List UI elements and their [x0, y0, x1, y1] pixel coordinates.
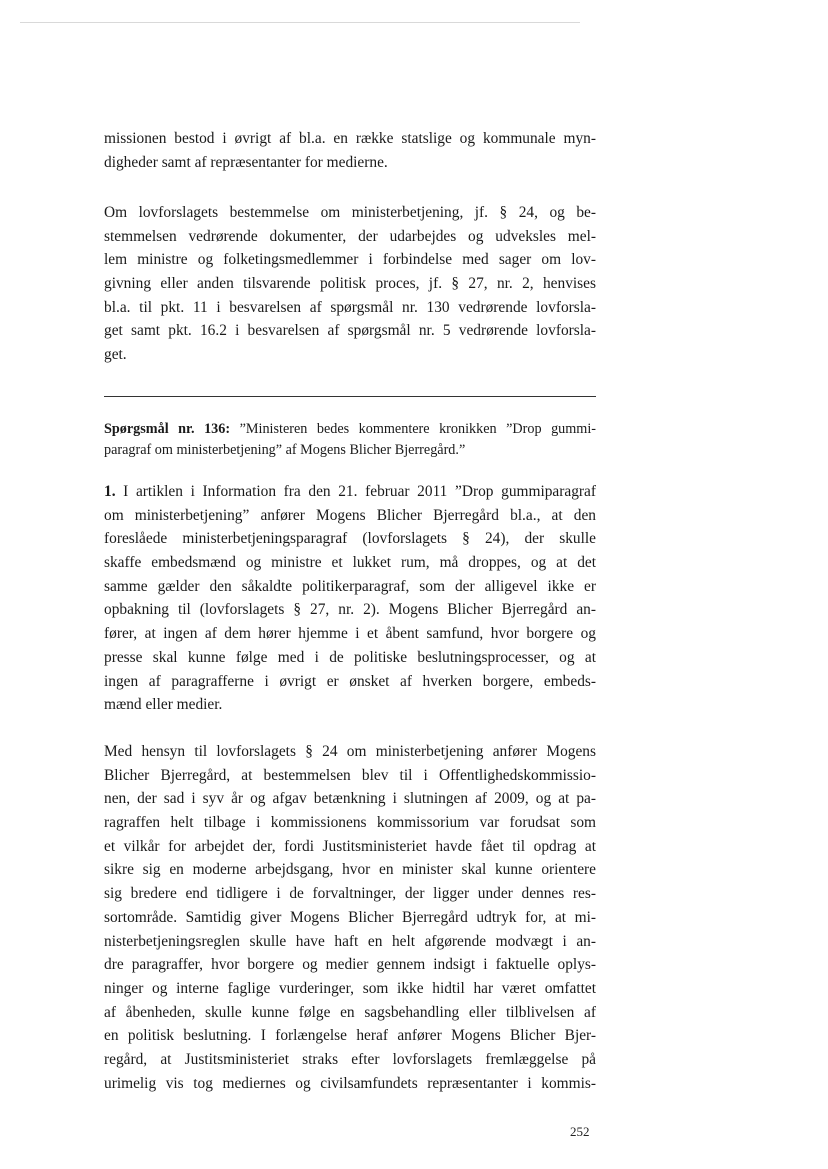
- text-line: af åbenheden, skulle kunne følge en sagsbehandling eller tilblivelsen af: [104, 1003, 596, 1021]
- scan-edge-line: [20, 22, 580, 23]
- text-line: Blicher Bjerregård, at bestemmelsen blev til i Offentlighedskommissio-: [104, 766, 596, 784]
- text-line: en politisk beslutning. I forlængelse heraf anfører Mogens Blicher Bjer-: [104, 1027, 596, 1045]
- page-number: 252: [570, 1124, 590, 1139]
- question-text: ”Ministeren bedes kommentere kronikken ”Drop gummi-: [230, 421, 597, 437]
- question-line: paragraf om ministerbetjening” af Mogens Blicher Bjerregård.”: [104, 442, 466, 458]
- section-divider: [104, 396, 596, 397]
- text-line: givning eller anden tilsvarende politisk proces, jf. § 27, nr. 2, henvises: [104, 275, 596, 293]
- text-line: Om lovforslagets bestemmelse om ministerbetjening, jf. § 24, og be-: [104, 204, 596, 221]
- point-number: 1.: [104, 483, 116, 500]
- paragraph-continuation: [104, 127, 596, 174]
- text-line: urimelig vis tog mediernes og civilsamfundets repræsentanter i kommis-: [104, 1074, 596, 1092]
- text-line: sortområde. Samtidig giver Mogens Blicher Bjerregård udtryk for, at mi-: [104, 908, 596, 926]
- text-line: sig bredere end tidligere i de forvaltninger, der ligger under dennes res-: [104, 885, 596, 903]
- text-line: mænd eller medier.: [104, 696, 223, 714]
- text-line: skaffe embedsmænd og ministre et lukket rum, må droppes, og at det: [104, 554, 596, 572]
- text-line: om ministerbetjening” anfører Mogens Blicher Bjerregård bl.a., at den: [104, 506, 596, 524]
- question-label: Spørgsmål nr. 136:: [104, 421, 231, 437]
- text-line: ninger og interne faglige vurderinger, som ikke hidtil har været omfattet: [104, 979, 596, 997]
- paragraph-section-24: [104, 740, 596, 1095]
- text-line: missionen bestod i øvrigt af bl.a. en række statslige og kommunale myn-: [104, 130, 596, 147]
- text-line: [104, 480, 596, 504]
- text-line: presse skal kunne følge med i de politiske beslutningsprocesser, og at: [104, 648, 596, 666]
- answer-point-1: [104, 480, 596, 717]
- text-line: lem ministre og folketingsmedlemmer i forbindelse med sager om lov-: [104, 251, 596, 269]
- text-line: stemmelsen vedrørende dokumenter, der udarbejdes og udveksles mel-: [104, 227, 596, 245]
- text-line: bl.a. til pkt. 11 i besvarelsen af spørgsmål nr. 130 vedrørende lovforsla-: [104, 298, 596, 316]
- text-line: et vilkår for arbejdet der, fordi Justitsministeriet havde fået til opdrag at: [104, 837, 596, 855]
- text-line: fører, at ingen af dem hører hjemme i et åbent samfund, hvor borgere og: [104, 625, 596, 643]
- text-line: sikre sig en moderne arbejdsgang, hvor en minister skal kunne orientere: [104, 861, 596, 879]
- paragraph-ministerbetjening: [104, 201, 596, 367]
- text-line: ragraffen helt tilbage i kommissionens kommissorium var forudsat som: [104, 814, 596, 832]
- text-line: digheder samt af repræsentanter for medierne.: [104, 153, 388, 171]
- text-line: opbakning til (lovforslagets § 27, nr. 2). Mogens Blicher Bjerregård an-: [104, 601, 596, 619]
- question-line: [104, 419, 596, 440]
- text-line: nen, der sad i syv år og afgav betænkning i slutningen af 2009, og at pa-: [104, 790, 596, 808]
- text-line: nisterbetjeningsreglen skulle have haft en helt afgørende modvægt i an-: [104, 932, 596, 950]
- point-text: I artiklen i Information fra den 21. februar 2011 ”Drop gummiparagraf: [115, 483, 596, 500]
- text-line: dre paragraffer, hvor borgere og medier gennem indsigt i faktuelle oplys-: [104, 956, 596, 974]
- text-line: Med hensyn til lovforslagets § 24 om ministerbetjening anfører Mogens: [104, 743, 596, 760]
- question-136: [104, 419, 596, 461]
- text-line: get samt pkt. 16.2 i besvarelsen af spørgsmål nr. 5 vedrørende lovforsla-: [104, 322, 596, 340]
- text-line: foreslåede ministerbetjeningsparagraf (lovforslagets § 24), der skulle: [104, 530, 596, 548]
- text-line: samme gælder den såkaldte politikerparagraf, som der alligevel ikke er: [104, 577, 596, 595]
- text-line: regård, at Justitsministeriet straks efter lovforslagets fremlæggelse på: [104, 1050, 596, 1068]
- text-line: ingen af paragrafferne i øvrigt er ønsket af hverken borgere, embeds-: [104, 672, 596, 690]
- text-line: get.: [104, 346, 127, 364]
